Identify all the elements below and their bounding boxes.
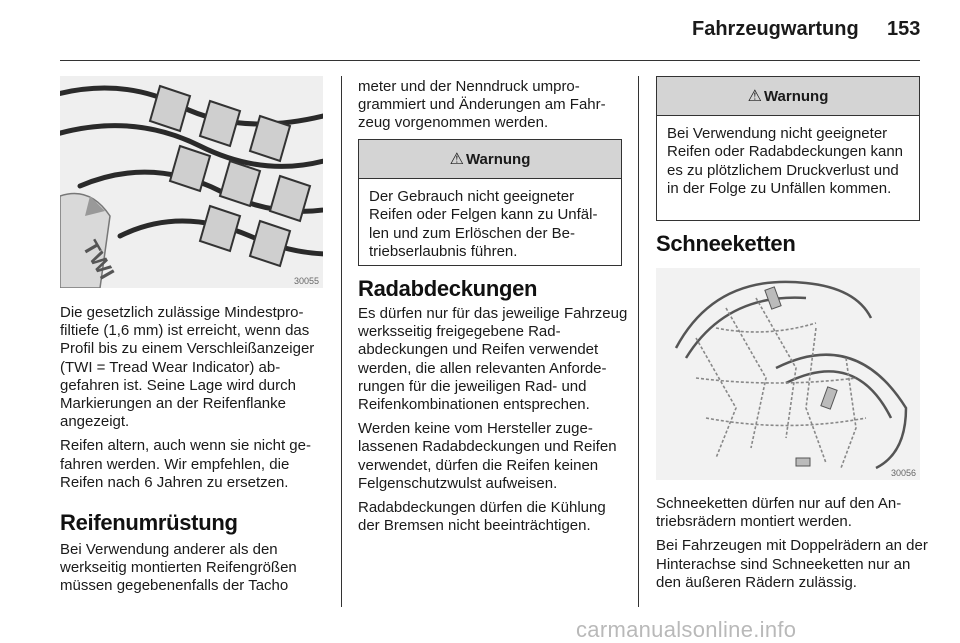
paragraph-wheel-covers-approved: Es dürfen nur für das jeweilige Fahrzeug werksseitig freigegebene Radabdeckungen und Reifen verwendet werden, die allen relevanten Anforderungen für die jeweiligen Rad- und Reifenkombinationen entsprechen. xyxy=(358,305,628,414)
heading-tire-conversion: Reifenumrüstung xyxy=(60,510,238,535)
paragraph-tire-aging: Reifen altern, auch wenn sie nicht gefahren werden. Wir empfehlen, die Reifen nach 6 Jahren zu ersetzen. xyxy=(60,437,311,491)
warning-text: Der Gebrauch nicht geeigneter Reifen oder Felgen kann zu Unfällen und zum Erlöschen der Betriebserlaubnis führen. xyxy=(369,188,598,261)
warning-header xyxy=(359,140,621,179)
figure-number: 30055 xyxy=(293,276,319,286)
warning-title: Warnung xyxy=(763,87,829,105)
tire-tread-illustration xyxy=(60,76,323,288)
paragraph-dual-wheels: Bei Fahrzeugen mit Doppelrädern an der Hinterachse sind Schneeketten nur an den äußeren Rädern zulässig. xyxy=(656,537,928,591)
column-divider-1 xyxy=(341,76,342,607)
paragraph-tire-conversion: Bei Verwendung anderer als den werkseitig montierten Reifengrößen müssen gegebenenfalls der Tacho xyxy=(60,541,297,595)
twi-label: TWI xyxy=(77,236,120,284)
paragraph-no-rim-protector: Werden keine vom Hersteller zugelassenen Radabdeckungen und Reifen verwendet, dürfen die Reifen keinen Felgenschutzwulst aufweisen. xyxy=(358,420,617,492)
page-header xyxy=(0,0,960,60)
warning-header xyxy=(657,77,919,116)
column-3-text xyxy=(656,495,928,592)
tire-tread-figure xyxy=(60,76,323,288)
paragraph-continued: meter und der Nenndruck umprogrammiert und Änderungen am Fahrzeug vorgenommen werden. xyxy=(358,78,606,132)
column-1-text xyxy=(60,304,328,492)
column-2-text xyxy=(358,78,626,133)
warning-triangle-icon: ⚠ xyxy=(449,151,464,168)
column-2-text-2 xyxy=(358,305,630,535)
warning-box-pressure-loss xyxy=(656,76,920,221)
column-1-text-2 xyxy=(60,541,328,596)
heading-snow-chains: Schneeketten xyxy=(656,231,796,256)
snow-chain-illustration xyxy=(656,268,920,480)
figure-number: 30056 xyxy=(890,468,916,478)
section-title: Fahrzeugwartung xyxy=(692,18,859,40)
warning-text: Bei Verwendung nicht geeigneter Reifen oder Radabdeckungen kann es zu plötzlichem Druckverlust und in der Folge zu Unfällen kommen. xyxy=(667,125,904,198)
paragraph-min-tread-depth: Die gesetzlich zulässige Mindestprofiltiefe (1,6 mm) ist erreicht, wenn das Profil bis zu einem Verschleißanzeiger (TWI = Tread Wear Indicator) abgefahren ist. Seine Lage wird durch Markierungen an der Reifenflanke angezeigt. xyxy=(60,304,315,431)
heading-wheel-covers: Radabdeckungen xyxy=(358,276,538,301)
snow-chain-figure xyxy=(656,268,920,480)
header-rule xyxy=(60,60,920,61)
warning-title: Warnung xyxy=(465,150,531,168)
watermark: carmanualsonline.info xyxy=(576,617,797,642)
warning-triangle-icon: ⚠ xyxy=(747,88,762,105)
paragraph-drive-wheels: Schneeketten dürfen nur auf den Antriebsrädern montiert werden. xyxy=(656,495,902,531)
page-number: 153 xyxy=(887,18,921,40)
paragraph-brake-cooling: Radabdeckungen dürfen die Kühlung der Bremsen nicht beeinträchtigen. xyxy=(358,499,606,535)
warning-box-rims xyxy=(358,139,622,266)
column-divider-2 xyxy=(638,76,639,607)
